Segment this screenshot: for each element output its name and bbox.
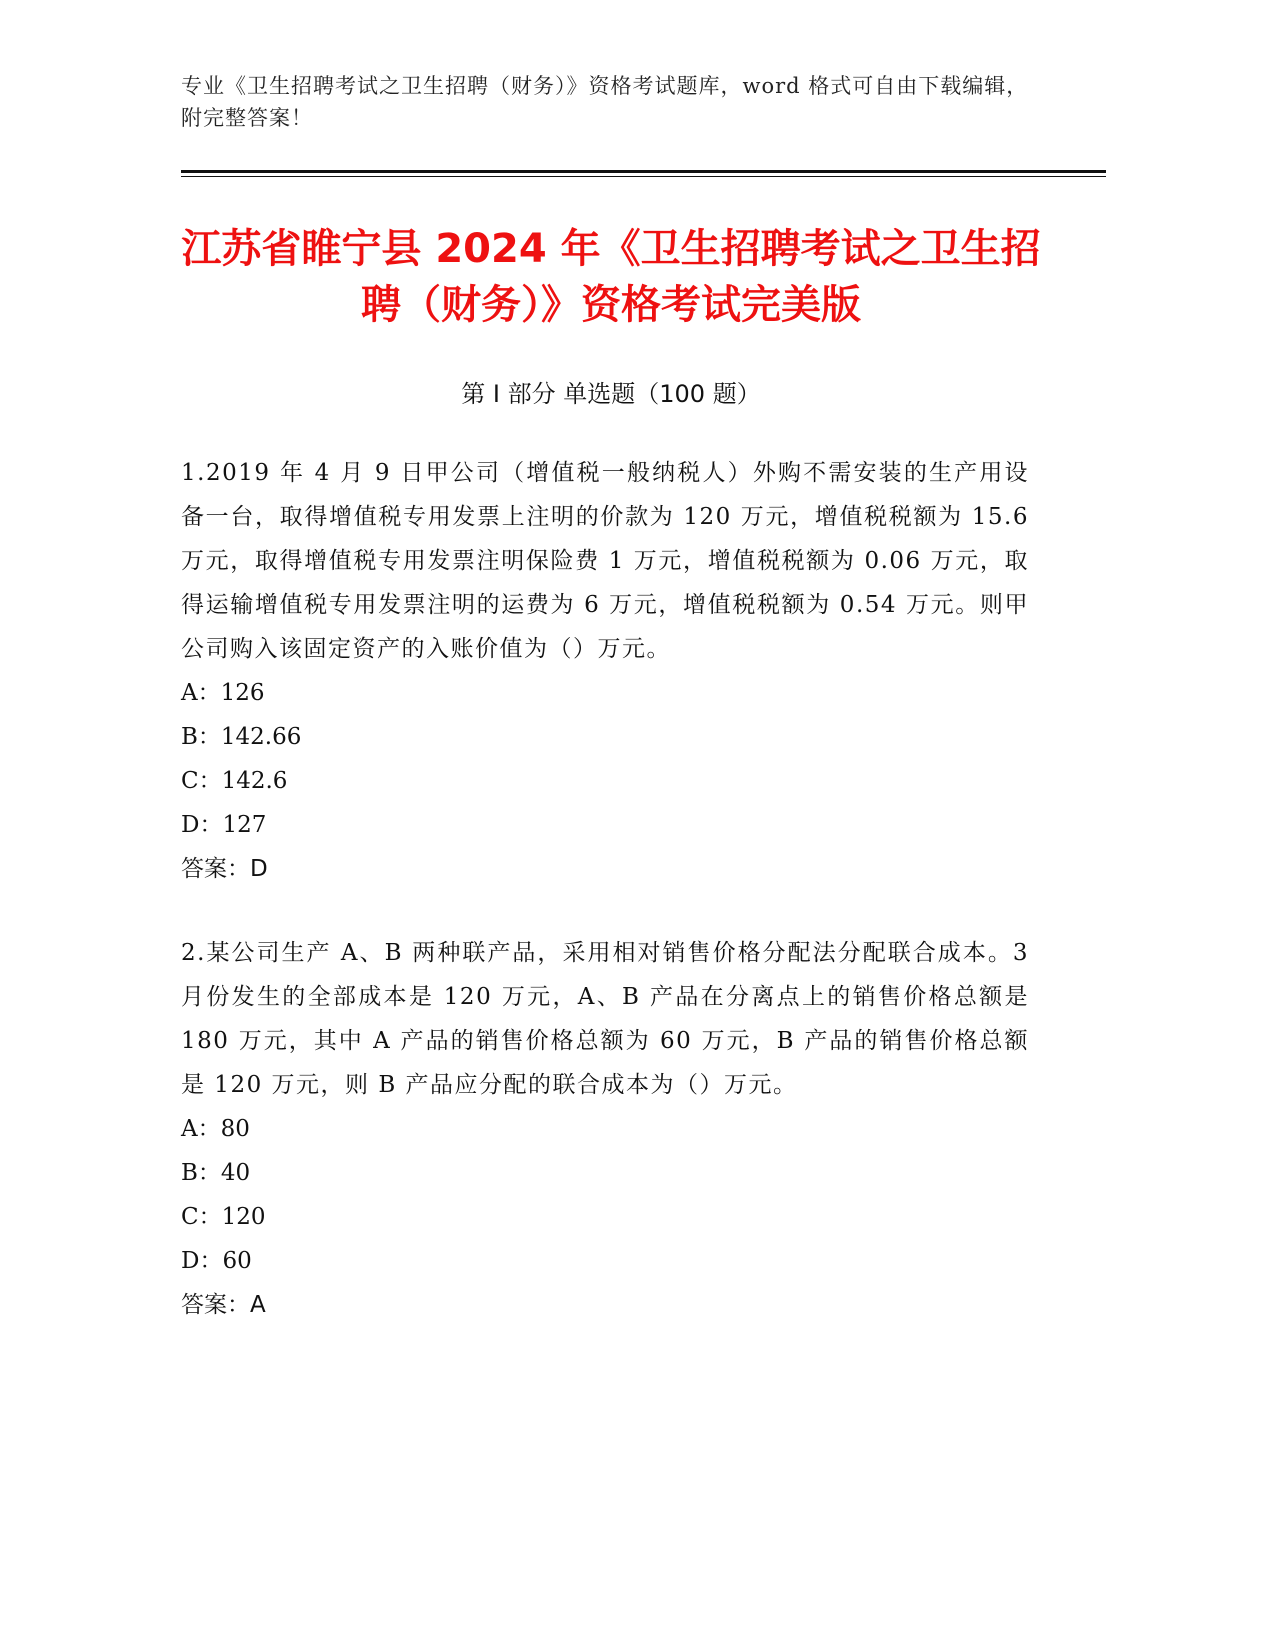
header-divider-thick bbox=[181, 170, 1106, 173]
option-b: B：142.66 bbox=[181, 724, 302, 750]
document-title: 江苏省睢宁县 2024 年《卫生招聘考试之卫生招聘（财务）》资格考试完美版 bbox=[181, 226, 1041, 328]
answer-line: 答案：A bbox=[181, 1292, 266, 1318]
question-2 bbox=[181, 931, 1106, 1327]
option-c: C：142.6 bbox=[181, 768, 288, 794]
question-text: 2.某公司生产 A、B 两种联产品，采用相对销售价格分配法分配联合成本。3 月份发生的全部成本是 120 万元，A、B 产品在分离点上的销售价格总额是 180 万元，其中 A 产品的销售价格总额为 60 万元，B 产品的销售价格总额是 120 万元，则 B 产品应分配的联合成本为（）万元。 bbox=[181, 940, 1029, 1098]
option-d: D：127 bbox=[181, 812, 267, 838]
option-d: D：60 bbox=[181, 1248, 252, 1274]
question-text: 1.2019 年 4 月 9 日甲公司（增值税一般纳税人）外购不需安装的生产用设备一台，取得增值税专用发票上注明的价款为 120 万元，增值税税额为 15.6 万元，取得增值税专用发票注明保险费 1 万元，增值税税额为 0.06 万元，取得运输增值税专用发票注明的运费为 6 万元，增值税税额为 0.54 万元。则甲公司购入该固定资产的入账价值为（）万元。 bbox=[181, 460, 1029, 662]
option-b: B：40 bbox=[181, 1160, 251, 1186]
header-divider-thin bbox=[181, 176, 1106, 177]
question-1 bbox=[181, 451, 1106, 891]
document-page bbox=[181, 70, 1106, 1327]
option-c: C：120 bbox=[181, 1204, 266, 1230]
section-title: 第 I 部分 单选题（100 题） bbox=[461, 380, 761, 408]
header-note: 专业《卫生招聘考试之卫生招聘（财务）》资格考试题库，word 格式可自由下载编辑，附完整答案！ bbox=[181, 74, 1029, 130]
option-a: A：80 bbox=[181, 1116, 250, 1142]
answer-line: 答案：D bbox=[181, 856, 268, 882]
option-a: A：126 bbox=[181, 680, 265, 706]
